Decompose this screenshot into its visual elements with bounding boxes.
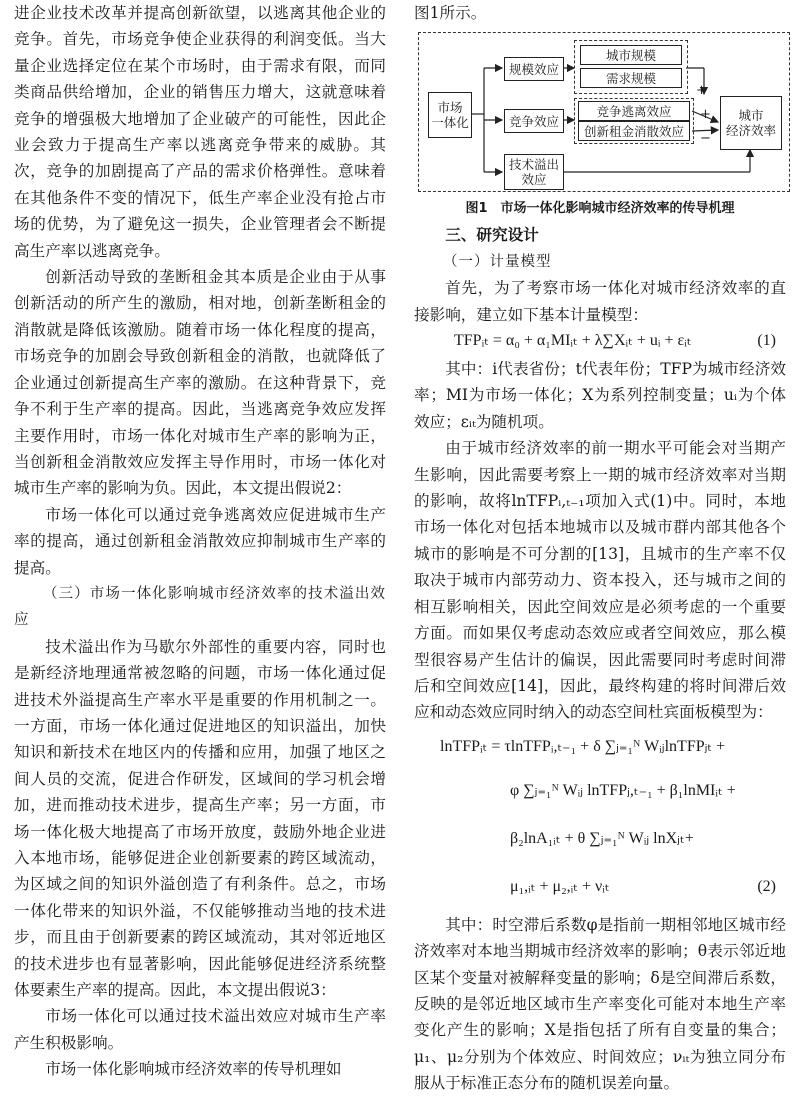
equation-2 [414,726,786,912]
paragraph: 市场一体化影响城市经济效率的传导机理如 [45,1060,342,1079]
figure-1 [414,32,786,194]
paragraph: 图1所示。 [414,4,487,22]
node-city-scale [580,45,682,65]
equation-line: φ ∑ⱼ₌₁ᴺ Wᵢⱼ lnTFPⱼ,ₜ₋₁ + β₁lnMIᵢₜ + [510,781,736,799]
node-label: 市场 一体化 [431,100,469,131]
node-city-efficiency [720,96,782,150]
equation-1 [414,328,786,356]
node-rent-dissipation [578,121,690,141]
node-label: 竞争逃离效应 [596,103,672,119]
node-label: 需求规模 [605,70,656,86]
node-label: 创新租金消散效应 [583,123,684,139]
plus-sign: + [696,83,707,99]
equation-number: (2) [757,877,776,895]
right-column [414,0,786,1097]
equation-line: β₂lnA₁ᵢₜ + θ ∑ⱼ₌₁ᴺ Wᵢⱼ lnXⱼₜ+ [510,829,694,847]
left-column [14,0,386,1083]
equation-line: lnTFPᵢₜ = τlnTFPᵢ,ₜ₋₁ + δ ∑ⱼ₌₁ᴺ WᵢⱼlnTFPⱼₜ + [440,737,726,755]
section-heading: 三、研究设计 [445,226,539,245]
node-label: 竞争效应 [508,113,559,129]
paragraph: 首先，为了考察市场一体化对城市经济效率的直接影响，建立如下基本计量模型： [414,279,786,324]
node-label: 技术溢出 效应 [508,157,559,188]
node-competition-effect [504,109,564,133]
paragraph: 技术溢出作为马歇尔外部性的重要内容，同时也是新经济地理通常被忽略的问题，市场一体化通过促进技术外溢提高生产率水平是重要的作用机制之一。一方面，市场一体化通过促进地区的知识溢出，加快知识和新技术在地区内的传播和应用，加强了地区之间人员的交流，促进合作研发，区域间的学习机会增加，进而推动技术进步，提高生产率；另一方面，市场一体化极大地提高了市场开放度，鼓励外地企业进入本地市场，能够促进企业创新要素的跨区域流动，为区域之间的知识外溢创造了有利条件。总之，市场一体化带来的知识外溢，不仅能够推动当地的技术进步，而且由于创新要素的跨区域流动，其对邻近地区的技术进步也有显著影响，因此能够促进经济系统整体要素生产率的提高。因此，本文提出假说3： [14,637,386,1000]
node-label: 城市 经济效率 [725,108,776,139]
equation-line: μ₁,ᵢₜ + μ₂,ᵢₜ + νᵢₜ [510,877,610,895]
equation-body: TFPᵢₜ = α₀ + α₁MIᵢₜ + λ∑Xᵢₜ + uᵢ + εᵢₜ [454,332,692,350]
paragraph: 进企业技术改革并提高创新欲望，以逃离其他企业的竞争。首先，市场竞争使企业获得的利润变低。当大量企业选择定位在某个市场时，由于需求有限，而同类商品供给增加，企业的销售压力增大，这就意味着竞争的增强极大地增加了企业破产的可能性，因此企业会致力于提高生产率以逃离竞争带来的威胁。其次，竞争的加剧提高了产品的需求价格弹性。意味着在其他条件不变的情况下，低生产率企业没有抢占市场的优势，为了避免这一损失，企业管理者会不断提高生产率以逃离竞争。 [14,4,386,260]
hypothesis-2: 市场一体化可以通过竞争逃离效应促进城市生产率的提高，通过创新租金消散效应抑制城市生产率的提高。 [14,505,386,577]
node-competition-escape [578,101,690,121]
equation-number: (1) [757,332,776,350]
paragraph: 其中：i代表省份；t代表年份；TFP为城市经济效率；MI为市场一体化；X为系列控制变量；uᵢ为个体效应；εᵢₜ为随机项。 [414,360,786,431]
paragraph: 由于城市经济效率的前一期水平可能会对当期产生影响，因此需要考察上一期的城市经济效率对当期的影响，故将lnTFPᵢ,ₜ₋₁项加入式(1)中。同时，本地市场一体化对包括本地城市以及城市群内部其他各个城市的影响是不可分割的[13]，且城市的生产率不仅取决于城市内部劳动力、资本投入，还与城市之间的相互影响相关，因此空间效应是必须考虑的一个重要方面。而如果仅考虑动态效应或者空间效应，那么模型很容易产生估计的偏误，因此需要同时考虑时间滞后和空间效应[14]，因此，最终构建的将时间滞后效应和动态效应同时纳入的动态空间杜宾面板模型为： [414,439,786,722]
figure-caption: 图1 市场一体化影响城市经济效率的传导机理 [465,201,735,217]
plus-sign: + [700,107,711,123]
minus-sign: − [700,131,711,147]
node-demand-scale [580,68,682,88]
node-market-integration [428,92,472,138]
node-scale-effect [504,57,564,81]
paragraph: 其中：时空滞后系数φ是指前一期相邻地区城市经济效率对本地当期城市经济效率的影响；θ表示邻近地区某个变量对被解释变量的影响；δ是空间滞后系数，反映的是邻近地区域市生产率变化可能对本地生产率变化产生的影响；X是指包括了所有自变量的集合；μ₁、μ₂分别为个体效应、时间效应；νᵢₜ为独立同分布服从于标准正态分布的随机误差向量。 [414,915,786,1093]
node-label: 规模效应 [508,61,559,77]
node-label: 城市规模 [605,47,656,63]
paragraph: 创新活动导致的垄断租金其本质是企业由于从事创新活动的所产生的激励，相对地，创新垄断租金的消散就是降低该激励。随着市场一体化程度的提高，市场竞争的加剧会导致创新租金的消散，也就降低了企业通过创新提高生产率的激励。在这种背景下，竞争不利于生产率的提高。因此，当逃离竞争效应发挥主要作用时，市场一体化对城市生产率的影响为正，当创新租金消散效应发挥主导作用时，市场一体化对城市生产率的影响为负。因此，本文提出假说2： [14,268,386,498]
hypothesis-3: 市场一体化可以通过技术溢出效应对城市生产率产生积极影响。 [14,1007,386,1052]
subsection-heading: （三）市场一体化影响城市经济效率的技术溢出效应 [14,585,386,629]
subsection-heading: （一）计量模型 [443,253,552,270]
node-tech-spillover [504,154,564,190]
